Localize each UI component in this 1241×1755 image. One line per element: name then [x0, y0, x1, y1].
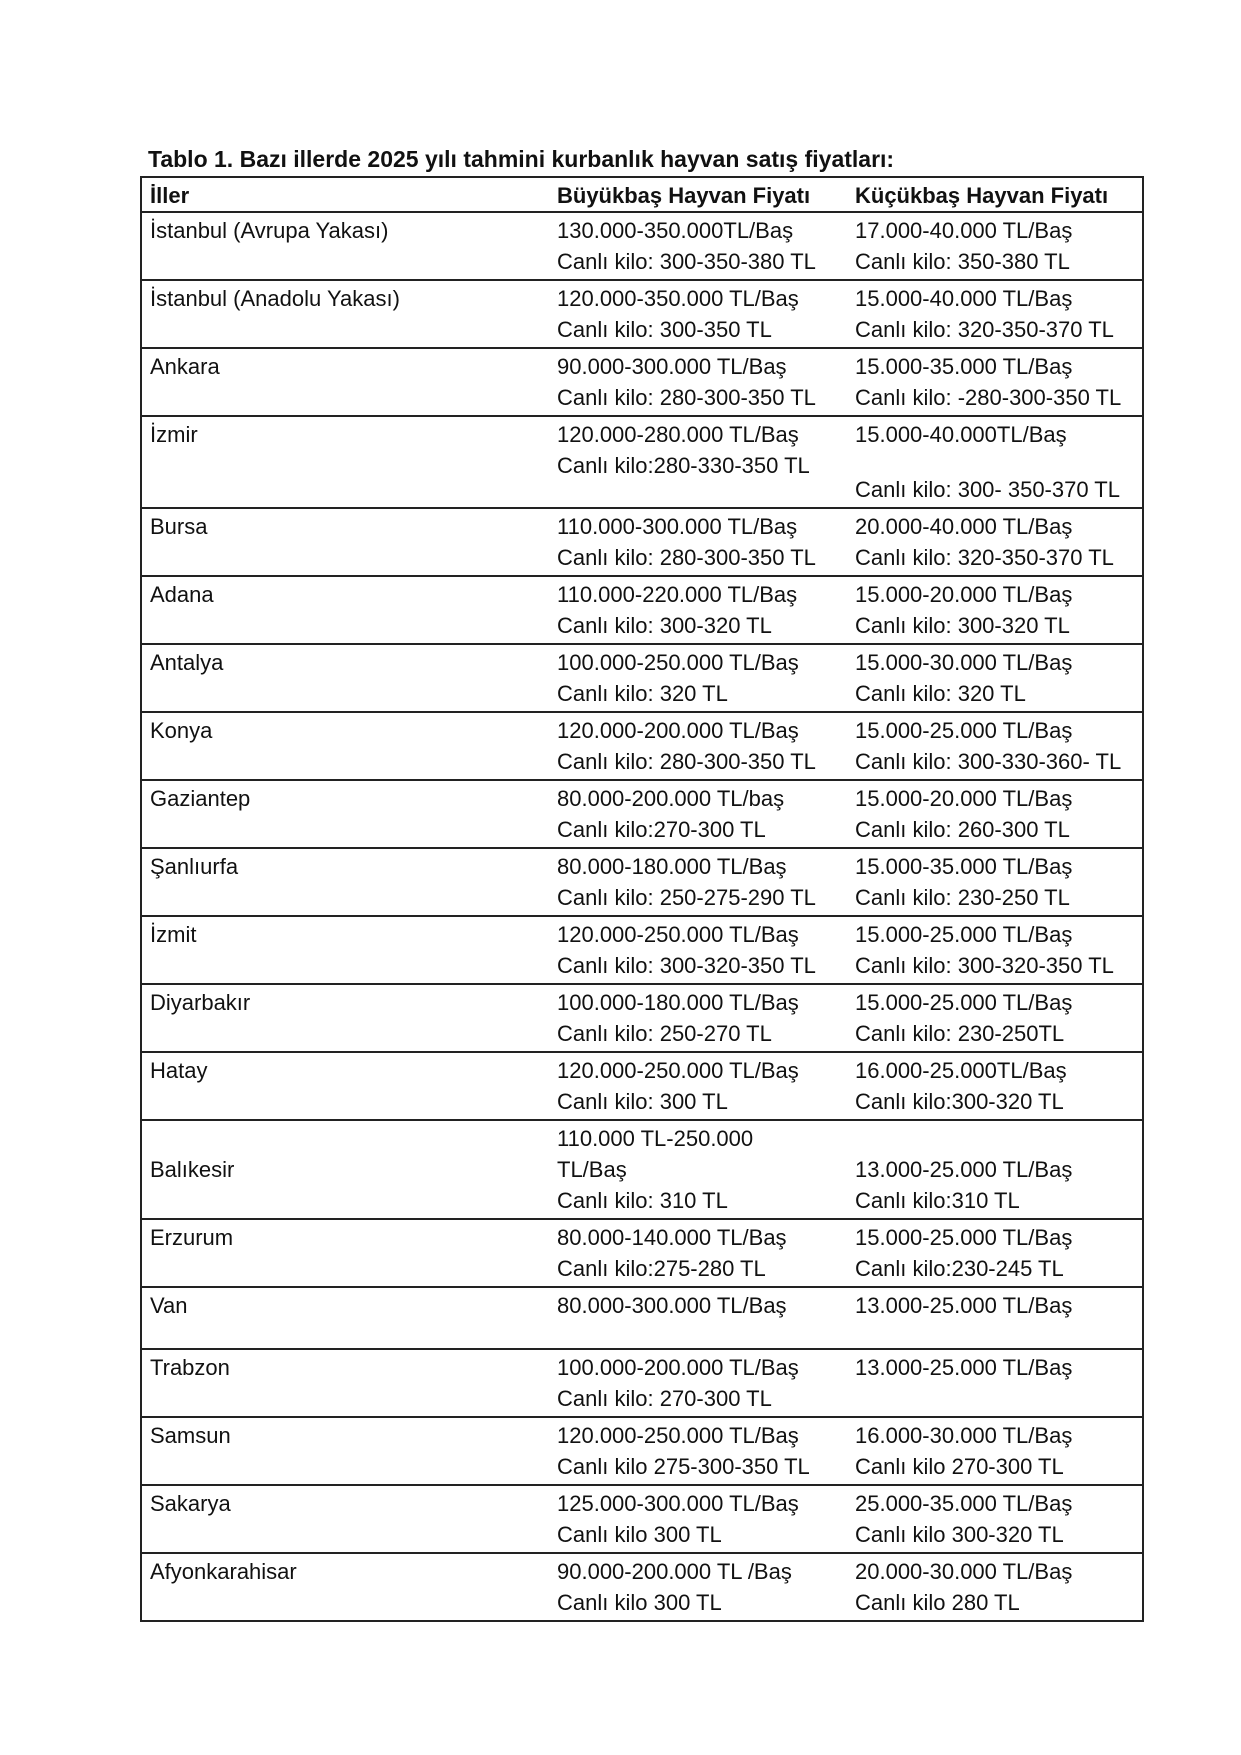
small-livestock-price: 15.000-40.000 TL/Baş — [855, 286, 1073, 311]
small-livestock-cell — [847, 712, 1143, 780]
small-livestock-cell — [847, 1052, 1143, 1120]
small-livestock-live-weight-price: Canlı kilo: 260-300 TL — [855, 817, 1070, 842]
table-body — [141, 212, 1143, 1621]
small-livestock-price: 15.000-20.000 TL/Baş — [855, 786, 1073, 811]
large-livestock-cell — [549, 848, 847, 916]
large-livestock-price: 80.000-200.000 TL/baş — [557, 786, 785, 811]
large-livestock-price: 90.000-200.000 TL /Baş — [557, 1559, 792, 1584]
table-row — [141, 712, 1143, 780]
large-livestock-cell — [549, 916, 847, 984]
small-livestock-price: 25.000-35.000 TL/Baş — [855, 1491, 1073, 1516]
small-livestock-cell — [847, 1219, 1143, 1287]
city-name: Balıkesir — [141, 1120, 549, 1219]
city-name: Hatay — [141, 1052, 549, 1120]
large-livestock-live-weight-price: Canlı kilo: 300-320 TL — [557, 613, 772, 638]
small-livestock-cell — [847, 644, 1143, 712]
table-row — [141, 1287, 1143, 1349]
large-livestock-price: 120.000-280.000 TL/Baş — [557, 422, 799, 447]
large-livestock-live-weight-price: Canlı kilo: 250-275-290 TL — [557, 885, 816, 910]
small-livestock-price: 13.000-25.000 TL/Baş — [855, 1355, 1073, 1380]
small-livestock-live-weight-price: Canlı kilo:230-245 TL — [855, 1256, 1064, 1281]
table-row — [141, 780, 1143, 848]
small-livestock-cell — [847, 280, 1143, 348]
small-livestock-price: 15.000-25.000 TL/Baş — [855, 922, 1073, 947]
small-livestock-live-weight-price: Canlı kilo: 300-320 TL — [855, 613, 1070, 638]
large-livestock-live-weight-price: Canlı kilo: 300-350-380 TL — [557, 249, 816, 274]
city-name: İstanbul (Avrupa Yakası) — [141, 212, 549, 280]
large-livestock-cell — [549, 780, 847, 848]
table-row — [141, 1553, 1143, 1621]
small-livestock-cell — [847, 576, 1143, 644]
small-livestock-live-weight-price: Canlı kilo: -280-300-350 TL — [855, 385, 1122, 410]
small-livestock-price: 15.000-25.000 TL/Baş — [855, 1225, 1073, 1250]
small-livestock-live-weight-price: Canlı kilo: 350-380 TL — [855, 249, 1070, 274]
large-livestock-cell — [549, 1287, 847, 1349]
city-name: Adana — [141, 576, 549, 644]
large-livestock-price: 110.000-220.000 TL/Baş — [557, 582, 798, 607]
large-livestock-cell — [549, 1553, 847, 1621]
table-row — [141, 576, 1143, 644]
small-livestock-live-weight-price: Canlı kilo: 320-350-370 TL — [855, 545, 1114, 570]
city-name: Bursa — [141, 508, 549, 576]
table-row — [141, 1052, 1143, 1120]
large-livestock-cell — [549, 1417, 847, 1485]
table-header-row — [141, 177, 1143, 212]
small-livestock-live-weight-price: Canlı kilo: 320 TL — [855, 681, 1026, 706]
small-livestock-live-weight-price: Canlı kilo: 300-320-350 TL — [855, 953, 1114, 978]
small-livestock-price: 13.000-25.000 TL/Baş — [855, 1157, 1073, 1182]
large-livestock-price: 80.000-180.000 TL/Baş — [557, 854, 787, 879]
large-livestock-price: 120.000-250.000 TL/Baş — [557, 1058, 799, 1083]
table-row — [141, 280, 1143, 348]
large-livestock-price: 80.000-300.000 TL/Baş — [557, 1293, 787, 1318]
city-name: Afyonkarahisar — [150, 1559, 297, 1584]
large-livestock-live-weight-price: Canlı kilo: 280-300-350 TL — [557, 545, 816, 570]
small-livestock-price: 15.000-25.000 TL/Baş — [855, 718, 1073, 743]
city-name: Ankara — [141, 348, 549, 416]
small-livestock-price: 15.000-35.000 TL/Baş — [855, 854, 1073, 879]
large-livestock-price: 110.000-300.000 TL/Baş — [557, 514, 798, 539]
header-cities: İller — [141, 177, 549, 212]
large-livestock-price: 120.000-350.000 TL/Baş — [557, 286, 799, 311]
table-row — [141, 984, 1143, 1052]
table-row — [141, 348, 1143, 416]
table-row — [141, 1120, 1143, 1219]
large-livestock-live-weight-price: Canlı kilo: 320 TL — [557, 681, 728, 706]
table-row — [141, 416, 1143, 508]
small-livestock-live-weight-price: Canlı kilo:300-320 TL — [855, 1089, 1064, 1114]
small-livestock-live-weight-price: Canlı kilo: 230-250 TL — [855, 885, 1070, 910]
small-livestock-cell — [847, 1417, 1143, 1485]
large-livestock-live-weight-price: Canlı kilo:270-300 TL — [557, 817, 766, 842]
small-livestock-live-weight-price: Canlı kilo 270-300 TL — [855, 1454, 1064, 1479]
small-livestock-price: 20.000-40.000 TL/Baş — [855, 514, 1073, 539]
city-name: Gaziantep — [141, 780, 549, 848]
city-name: İstanbul (Anadolu Yakası) — [141, 280, 549, 348]
small-livestock-price: 15.000-35.000 TL/Baş — [855, 354, 1073, 379]
table-row — [141, 1485, 1143, 1553]
large-livestock-cell — [549, 1120, 847, 1219]
city-name: Samsun — [141, 1417, 549, 1485]
large-livestock-price: 120.000-250.000 TL/Baş — [557, 1423, 799, 1448]
small-livestock-price: 15.000-40.000TL/Baş — [855, 422, 1067, 447]
small-livestock-live-weight-price: Canlı kilo: 300- 350-370 TL — [855, 477, 1120, 502]
city-name: İzmir — [141, 416, 549, 508]
table-row — [141, 644, 1143, 712]
small-livestock-live-weight-price: Canlı kilo:310 TL — [855, 1188, 1020, 1213]
large-livestock-live-weight-price: Canlı kilo: 280-300-350 TL — [557, 749, 816, 774]
small-livestock-live-weight-price: Canlı kilo: 300-330-360- TL — [855, 749, 1122, 774]
table-row — [141, 1219, 1143, 1287]
table-row — [141, 212, 1143, 280]
small-livestock-cell — [847, 1485, 1143, 1553]
table-row — [141, 916, 1143, 984]
small-livestock-cell — [847, 780, 1143, 848]
large-livestock-live-weight-price: Canlı kilo: 280-300-350 TL — [557, 385, 816, 410]
large-livestock-price: 90.000-300.000 TL/Baş — [557, 354, 787, 379]
large-livestock-live-weight-price: Canlı kilo 275-300-350 TL — [557, 1454, 810, 1479]
small-livestock-price: 13.000-25.000 TL/Baş — [855, 1293, 1073, 1318]
large-livestock-cell — [549, 1485, 847, 1553]
table-row — [141, 1349, 1143, 1417]
table-caption: Tablo 1. Bazı illerde 2025 yılı tahmini kurbanlık hayvan satış fiyatları: — [148, 146, 895, 172]
city-name: Antalya — [141, 644, 549, 712]
large-livestock-live-weight-price: Canlı kilo: 270-300 TL — [557, 1386, 772, 1411]
small-livestock-price: 17.000-40.000 TL/Baş — [855, 218, 1073, 243]
large-livestock-price: 120.000-200.000 TL/Baş — [557, 718, 799, 743]
small-livestock-price: 16.000-30.000 TL/Baş — [855, 1423, 1073, 1448]
price-table — [140, 176, 1144, 1622]
small-livestock-cell — [847, 416, 1143, 508]
table-row — [141, 848, 1143, 916]
large-livestock-price: 80.000-140.000 TL/Baş — [557, 1225, 787, 1250]
large-livestock-live-weight-price: Canlı kilo: 300-350 TL — [557, 317, 772, 342]
small-livestock-price: 20.000-30.000 TL/Baş — [855, 1559, 1073, 1584]
city-name: Konya — [141, 712, 549, 780]
large-livestock-cell — [549, 348, 847, 416]
large-livestock-live-weight-price: Canlı kilo: 300 TL — [557, 1089, 728, 1114]
large-livestock-price: 120.000-250.000 TL/Baş — [557, 922, 799, 947]
table-row — [141, 1417, 1143, 1485]
city-name: Diyarbakır — [141, 984, 549, 1052]
large-livestock-cell — [549, 212, 847, 280]
large-livestock-live-weight-price: Canlı kilo: 310 TL — [557, 1188, 728, 1213]
large-livestock-price: 130.000-350.000TL/Baş — [557, 218, 794, 243]
large-livestock-cell — [549, 508, 847, 576]
small-livestock-live-weight-price: Canlı kilo: 230-250TL — [855, 1021, 1065, 1046]
city-name: Sakarya — [141, 1485, 549, 1553]
large-livestock-cell — [549, 416, 847, 508]
large-livestock-price: 125.000-300.000 TL/Baş — [557, 1491, 799, 1516]
header-small-livestock: Küçükbaş Hayvan Fiyatı — [847, 177, 1143, 212]
large-livestock-live-weight-price: Canlı kilo 300 TL — [557, 1522, 722, 1547]
city-name: Trabzon — [141, 1349, 549, 1417]
city-name: İzmit — [141, 916, 549, 984]
header-large-livestock: Büyükbaş Hayvan Fiyatı — [549, 177, 847, 212]
small-livestock-price: 15.000-30.000 TL/Baş — [855, 650, 1073, 675]
large-livestock-cell — [549, 1349, 847, 1417]
small-livestock-cell — [847, 1120, 1143, 1219]
city-name: Şanlıurfa — [141, 848, 549, 916]
small-livestock-cell — [847, 348, 1143, 416]
large-livestock-cell — [549, 576, 847, 644]
large-livestock-price: 110.000 TL-250.000 TL/Baş — [557, 1126, 754, 1182]
small-livestock-cell — [847, 1349, 1143, 1417]
small-livestock-price: 16.000-25.000TL/Baş — [855, 1058, 1067, 1083]
small-livestock-cell — [847, 1553, 1143, 1621]
small-livestock-cell — [847, 916, 1143, 984]
large-livestock-cell — [549, 644, 847, 712]
city-name: Erzurum — [141, 1219, 549, 1287]
small-livestock-live-weight-price: Canlı kilo 280 TL — [855, 1590, 1020, 1615]
large-livestock-cell — [549, 712, 847, 780]
large-livestock-price: 100.000-200.000 TL/Baş — [557, 1355, 799, 1380]
large-livestock-live-weight-price: Canlı kilo: 250-270 TL — [557, 1021, 772, 1046]
small-livestock-price: 15.000-25.000 TL/Baş — [855, 990, 1073, 1015]
large-livestock-live-weight-price: Canlı kilo:275-280 TL — [557, 1256, 766, 1281]
small-livestock-cell — [847, 848, 1143, 916]
large-livestock-live-weight-price: Canlı kilo:280-330-350 TL — [557, 453, 810, 478]
large-livestock-live-weight-price: Canlı kilo: 300-320-350 TL — [557, 953, 816, 978]
small-livestock-cell — [847, 1287, 1143, 1349]
large-livestock-cell — [549, 1219, 847, 1287]
large-livestock-price: 100.000-250.000 TL/Baş — [557, 650, 799, 675]
small-livestock-cell — [847, 212, 1143, 280]
small-livestock-live-weight-price: Canlı kilo: 320-350-370 TL — [855, 317, 1114, 342]
city-name: Van — [141, 1287, 549, 1349]
small-livestock-live-weight-price: Canlı kilo 300-320 TL — [855, 1522, 1064, 1547]
small-livestock-cell — [847, 508, 1143, 576]
large-livestock-price: 100.000-180.000 TL/Baş — [557, 990, 799, 1015]
large-livestock-cell — [549, 280, 847, 348]
table-row — [141, 508, 1143, 576]
large-livestock-cell — [549, 984, 847, 1052]
large-livestock-live-weight-price: Canlı kilo 300 TL — [557, 1590, 722, 1615]
large-livestock-cell — [549, 1052, 847, 1120]
small-livestock-price: 15.000-20.000 TL/Baş — [855, 582, 1073, 607]
small-livestock-cell — [847, 984, 1143, 1052]
